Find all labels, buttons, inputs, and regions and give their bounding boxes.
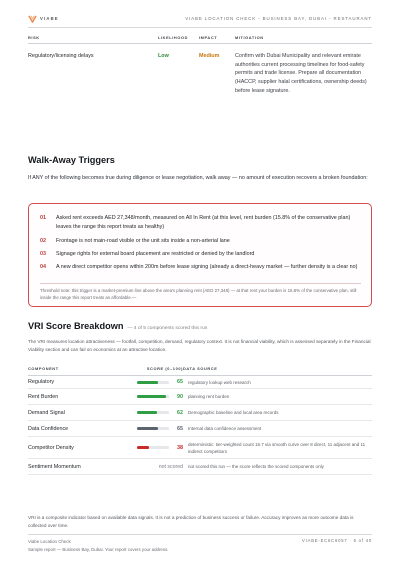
score-table-body	[28, 376, 372, 475]
component-name: Regulatory	[28, 376, 133, 389]
score-bar-fill	[137, 411, 157, 414]
component-score	[133, 459, 183, 475]
trigger-text: Frontage is not main-road visible or the unit sits inside a non-arterial lane	[56, 238, 230, 244]
trigger-divider	[40, 283, 361, 284]
table-row	[28, 405, 372, 421]
footer-page-id: VIABE-EC6C6057 · 5 of 40	[302, 538, 372, 543]
table-row	[28, 376, 372, 389]
score-bar	[137, 446, 169, 449]
brand-name: VIABE	[40, 15, 59, 21]
trigger-number: 02	[40, 238, 46, 244]
score-value: 62	[177, 409, 183, 416]
trigger-text: Signage rights for external board placement are restricted or denied by the landlord	[56, 251, 255, 257]
walk-away-heading: Walk-Away Triggers	[28, 155, 115, 165]
score-bar-fill	[137, 427, 158, 430]
walk-away-intro: If ANY of the following becomes true during diligence or lease negotiation, walk away — no amount of execution recovers a broken foundation:	[28, 175, 368, 181]
score-cell	[133, 379, 183, 385]
data-source: planning rent burden	[183, 389, 372, 405]
component-score	[133, 376, 183, 389]
data-source: regulatory lookup web research	[183, 376, 372, 389]
threshold-note: Threshold note: this trigger is a market-premium line above the area's planning rent (AED 27,348) — at that rent your burden is 15.8% of the conservative plan, still inside the range this report treats as affordable.—	[40, 288, 357, 301]
risk-impact: Medium	[199, 53, 220, 59]
component-score	[133, 389, 183, 405]
not-scored-label: not scored	[158, 463, 183, 470]
footer-divider	[28, 534, 372, 535]
score-bar	[137, 395, 169, 398]
component-score	[133, 405, 183, 421]
component-name: Data Confidence	[28, 421, 133, 437]
score-value: 90	[177, 393, 183, 400]
footer-note: Sample report — Business Bay, Dubai. Your report covers your address.	[28, 547, 169, 552]
score-value: 38	[177, 444, 183, 451]
list-item	[40, 250, 361, 259]
table-row	[28, 389, 372, 405]
score-value: 65	[177, 425, 183, 432]
score-table-header-row	[28, 362, 372, 376]
score-bar-fill	[137, 446, 149, 449]
trigger-number: 03	[40, 251, 46, 257]
score-cell	[133, 394, 183, 400]
vri-heading	[28, 321, 207, 331]
footer-brand: Viabe Location Check	[28, 539, 71, 544]
vri-intro: The VRI measures location attractiveness — footfall, competition, demand, regulatory context. It is not financial viability, which is assessed separately in the Financial Viability section and can fail on economics at an attractive location.	[28, 339, 371, 352]
score-cell	[133, 410, 183, 416]
col-header-score: SCORE (0–100)	[133, 362, 183, 376]
col-header-mitigation: MITIGATION	[235, 32, 372, 44]
data-source: Demographic baseline and local area records	[183, 405, 372, 421]
list-item	[40, 237, 361, 246]
walk-away-triggers-box	[28, 203, 372, 307]
viabe-logo-icon	[28, 14, 37, 23]
trigger-number: 01	[40, 215, 46, 221]
score-bar-fill	[137, 381, 158, 384]
data-source: Internal data confidence assessment	[183, 421, 372, 437]
component-name: Competitor Density	[28, 437, 133, 459]
component-score	[133, 421, 183, 437]
component-name: Demand Signal	[28, 405, 133, 421]
component-score	[133, 437, 183, 459]
risk-mitigation: Confirm with Dubai Municipality and relevant emirate authorities current processing timelines for food-safety permits and trade license. Prepare all documentation (HACCP, supplier halal certifications, ownership deeds) before lease signature.	[235, 53, 367, 94]
score-value: 65	[177, 379, 183, 386]
footer-left	[28, 538, 169, 554]
component-name: Rent Burden	[28, 389, 133, 405]
vri-subtitle: — 4 of 5 components scored this run	[127, 326, 208, 331]
col-header-impact: IMPACT	[199, 32, 235, 44]
table-row	[28, 437, 372, 459]
score-bar-fill	[137, 395, 166, 398]
col-header-likelihood: LIKELIHOOD	[158, 32, 199, 44]
score-bar	[137, 411, 169, 414]
vri-title: VRI Score Breakdown	[28, 321, 124, 331]
data-source: deterministic: tier-weighted count 15.7 via smooth curve over 8 direct, 11 adjacent and 11 indirect competitors	[183, 437, 372, 459]
list-item	[40, 214, 361, 231]
risk-table	[28, 32, 372, 96]
data-source: not scored this run — the score reflects the scored components only	[183, 459, 372, 475]
page-header	[28, 11, 372, 25]
risk-table-header-row	[28, 32, 372, 44]
table-row	[28, 421, 372, 437]
table-row	[28, 459, 372, 475]
col-header-data-source: DATA SOURCE	[183, 362, 372, 376]
score-cell	[133, 426, 183, 432]
trigger-number: 04	[40, 264, 46, 270]
score-bar	[137, 381, 169, 384]
component-name: Sentiment Momentum	[28, 459, 133, 475]
table-row	[28, 44, 372, 96]
vri-score-table	[28, 362, 372, 475]
list-item	[40, 263, 361, 272]
header-divider	[28, 27, 372, 28]
vri-footnote: VRI is a composite indicator based on available data signals. It is not a prediction of business success or failure. Accuracy improves as more outcome data is collected over time.	[28, 515, 354, 528]
risk-name: Regulatory/licensing delays	[28, 53, 94, 59]
trigger-text: Asked rent exceeds AED 27,348/month, measured on All In Rent (at this level, rent burden (15.8% of the conservative plan) leaves the range this report treats as healthy)	[56, 215, 351, 230]
score-cell	[133, 445, 183, 451]
col-header-component: COMPONENT	[28, 362, 133, 376]
score-bar	[137, 427, 169, 430]
risk-likelihood: Low	[158, 53, 169, 59]
col-header-risk: RISK	[28, 32, 158, 44]
trigger-text: A new direct competitor opens within 200m before lease signing (already a direct-heavy market — further density is a clear no)	[56, 264, 358, 270]
report-title: VIABE LOCATION CHECK - BUSINESS BAY, DUBAI - RESTAURANT	[185, 15, 372, 21]
brand-logo	[28, 14, 59, 23]
